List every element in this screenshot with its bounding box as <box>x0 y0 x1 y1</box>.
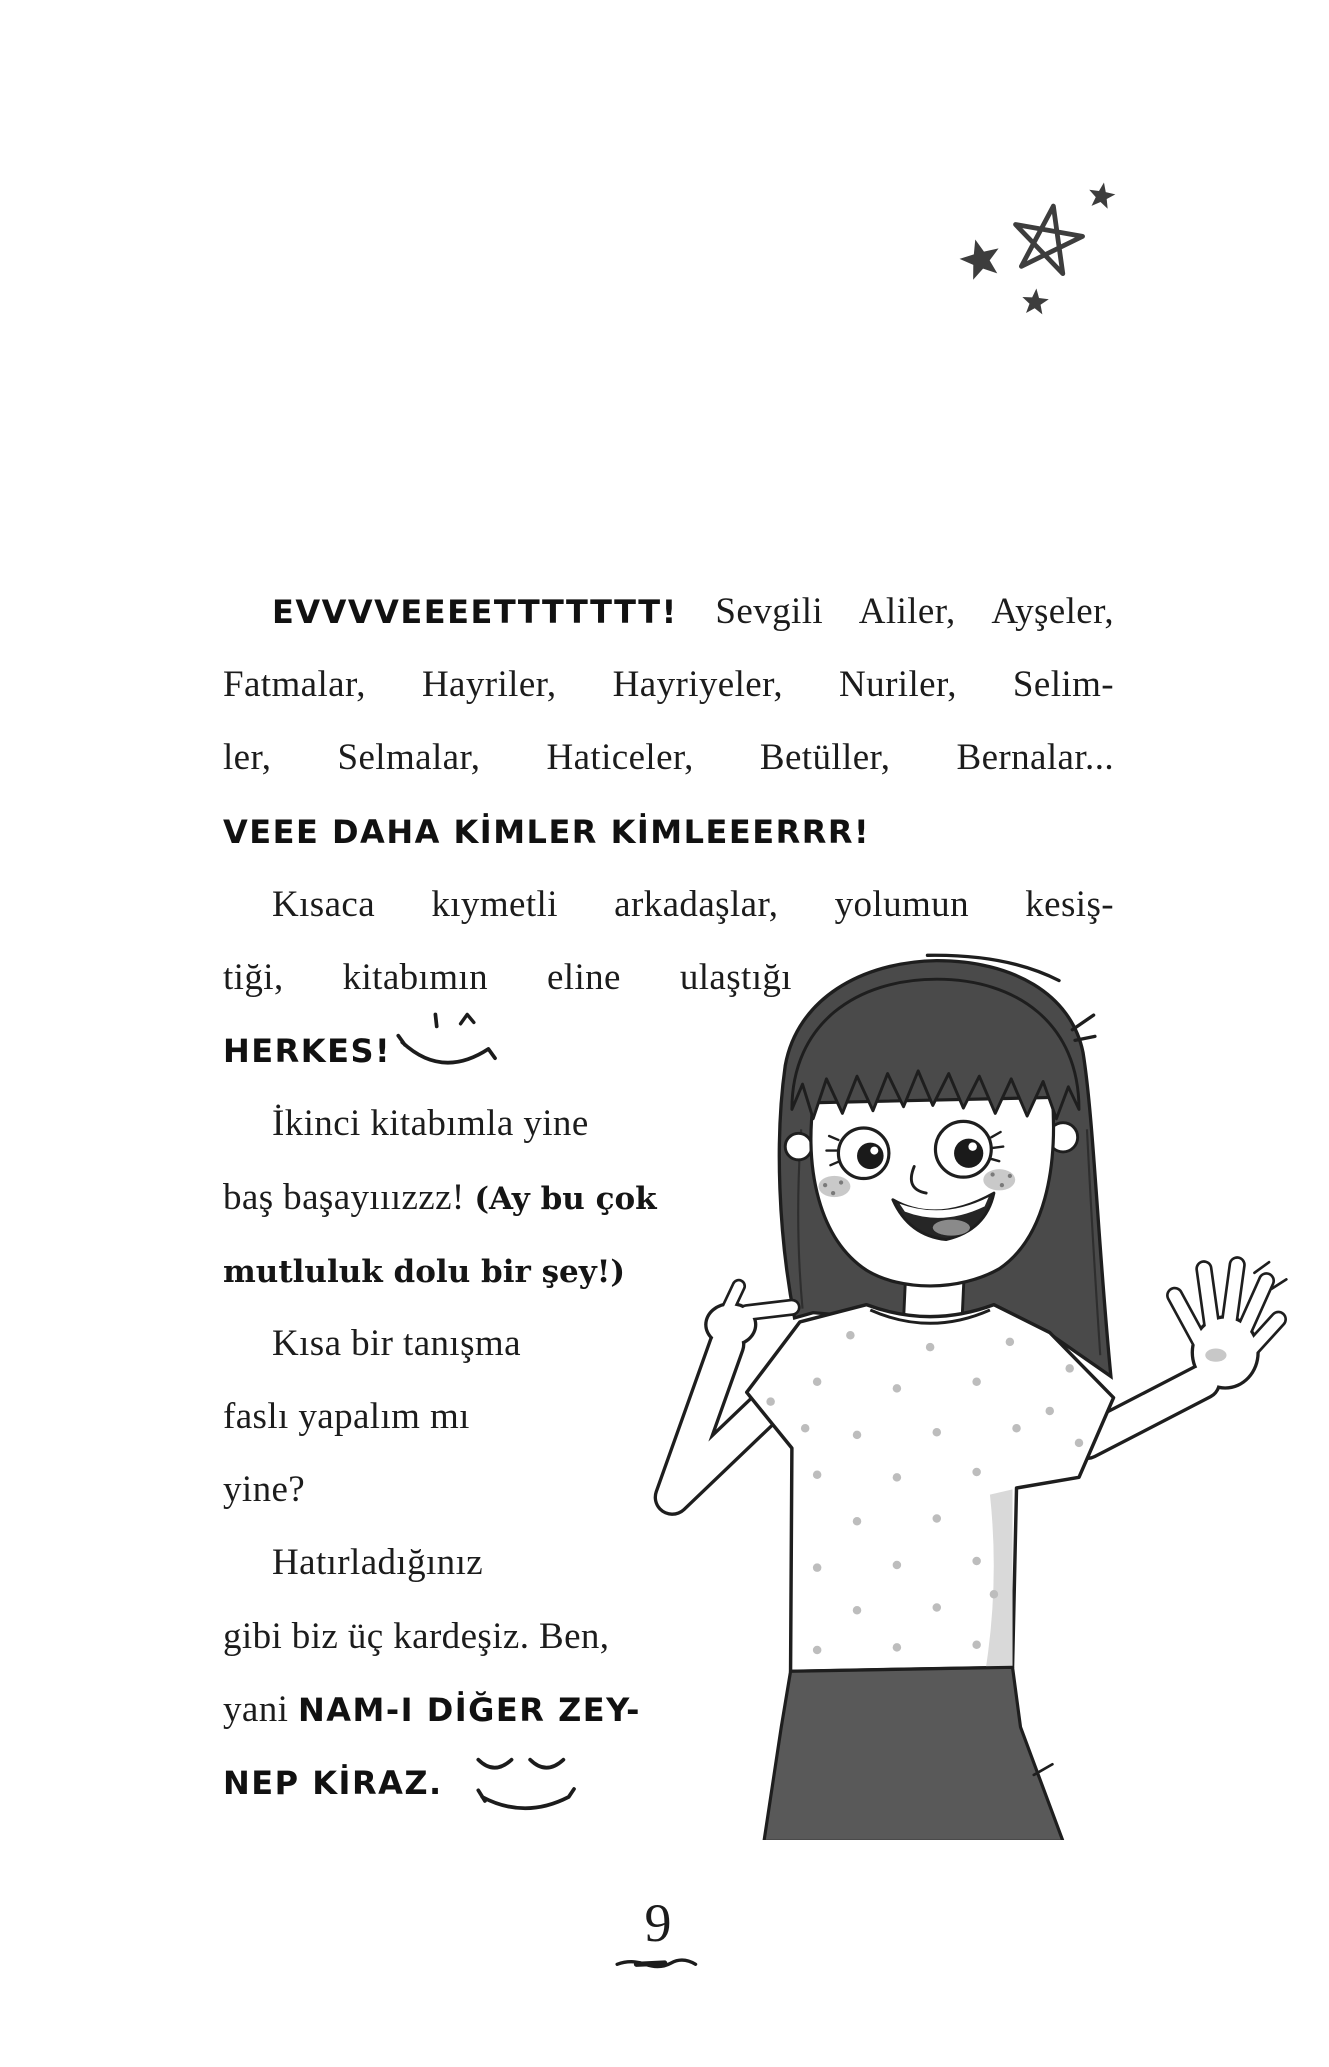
shout-text: NEP KİRAZ. <box>223 1764 443 1802</box>
small-star-icon <box>1087 180 1117 209</box>
outline-star-icon <box>1016 206 1083 274</box>
text-line <box>223 1600 1114 1673</box>
small-star-icon <box>1021 287 1050 314</box>
shout-text: VEEE DAHA KİMLER KİMLEEERRR! <box>223 812 871 851</box>
text-line <box>223 1673 1114 1746</box>
text-line <box>223 1307 1114 1380</box>
shout-text: HERKES! <box>223 1032 392 1071</box>
line-text: baş başayııızzz! <box>223 1176 465 1218</box>
text-line <box>223 1087 1114 1160</box>
smiley-mouth <box>398 1036 495 1063</box>
text-line <box>223 1161 1114 1234</box>
small-star-icon <box>956 234 1005 282</box>
text-line <box>223 941 792 1014</box>
palm-shadow <box>1205 1349 1226 1362</box>
body-text <box>223 575 1114 1819</box>
text-line <box>223 795 1114 868</box>
line-text: Sevgili Aliler, Ayşeler, <box>715 591 1114 632</box>
text-line <box>223 1380 1114 1453</box>
smiley-eye <box>461 1014 474 1023</box>
smiley-eye <box>435 1014 436 1026</box>
shout-text: NAM-I DİĞER ZEY- <box>297 1690 641 1729</box>
text-line <box>223 1526 1114 1599</box>
text-line <box>223 1746 1114 1819</box>
aside-text: (Ay bu çok <box>474 1180 657 1217</box>
text-line <box>223 1453 1114 1526</box>
squiggle-divider-icon <box>612 1954 702 1972</box>
text-line <box>223 648 1114 721</box>
text-line <box>223 721 1114 794</box>
closed-eyes-smiley-icon <box>469 1749 578 1821</box>
line-text: İkinci kitabımla yine <box>272 1103 589 1145</box>
line-text: Kısaca kıymetli arkadaşlar, yolumun kesiş- <box>272 883 1114 925</box>
stars-icon <box>954 179 1123 325</box>
text-line <box>223 1014 1114 1087</box>
text-line <box>223 1234 1114 1307</box>
line-text: faslı yapalım mı <box>223 1396 470 1438</box>
line-text: gibi biz üç kardeşiz. Ben, <box>223 1615 610 1657</box>
smiley-icon <box>393 1005 499 1069</box>
aside-text: mutluluk dolu bir şey!) <box>223 1253 626 1290</box>
closed-eye <box>530 1760 563 1768</box>
text-line <box>223 575 1114 648</box>
smiley-mouth <box>478 1789 574 1808</box>
shout-text: EVVVVEEEETTTTTTT! <box>272 593 678 631</box>
line-text: yine? <box>223 1469 306 1511</box>
page-number: 9 <box>644 1893 672 1953</box>
line-text: Kısa bir tanışma <box>272 1322 521 1364</box>
line-text: yani <box>223 1688 289 1730</box>
text-line <box>223 868 1114 941</box>
line-text: tiği, kitabımın eline ulaştığı <box>223 956 792 998</box>
line-text: Fatmalar, Hayriler, Hayriyeler, Nuriler, Selim- <box>223 664 1114 706</box>
closed-eye <box>478 1760 511 1768</box>
line-text: ler, Selmalar, Haticeler, Betüller, Bernalar... <box>223 737 1114 779</box>
line-text: Hatırladığınız <box>272 1542 484 1584</box>
